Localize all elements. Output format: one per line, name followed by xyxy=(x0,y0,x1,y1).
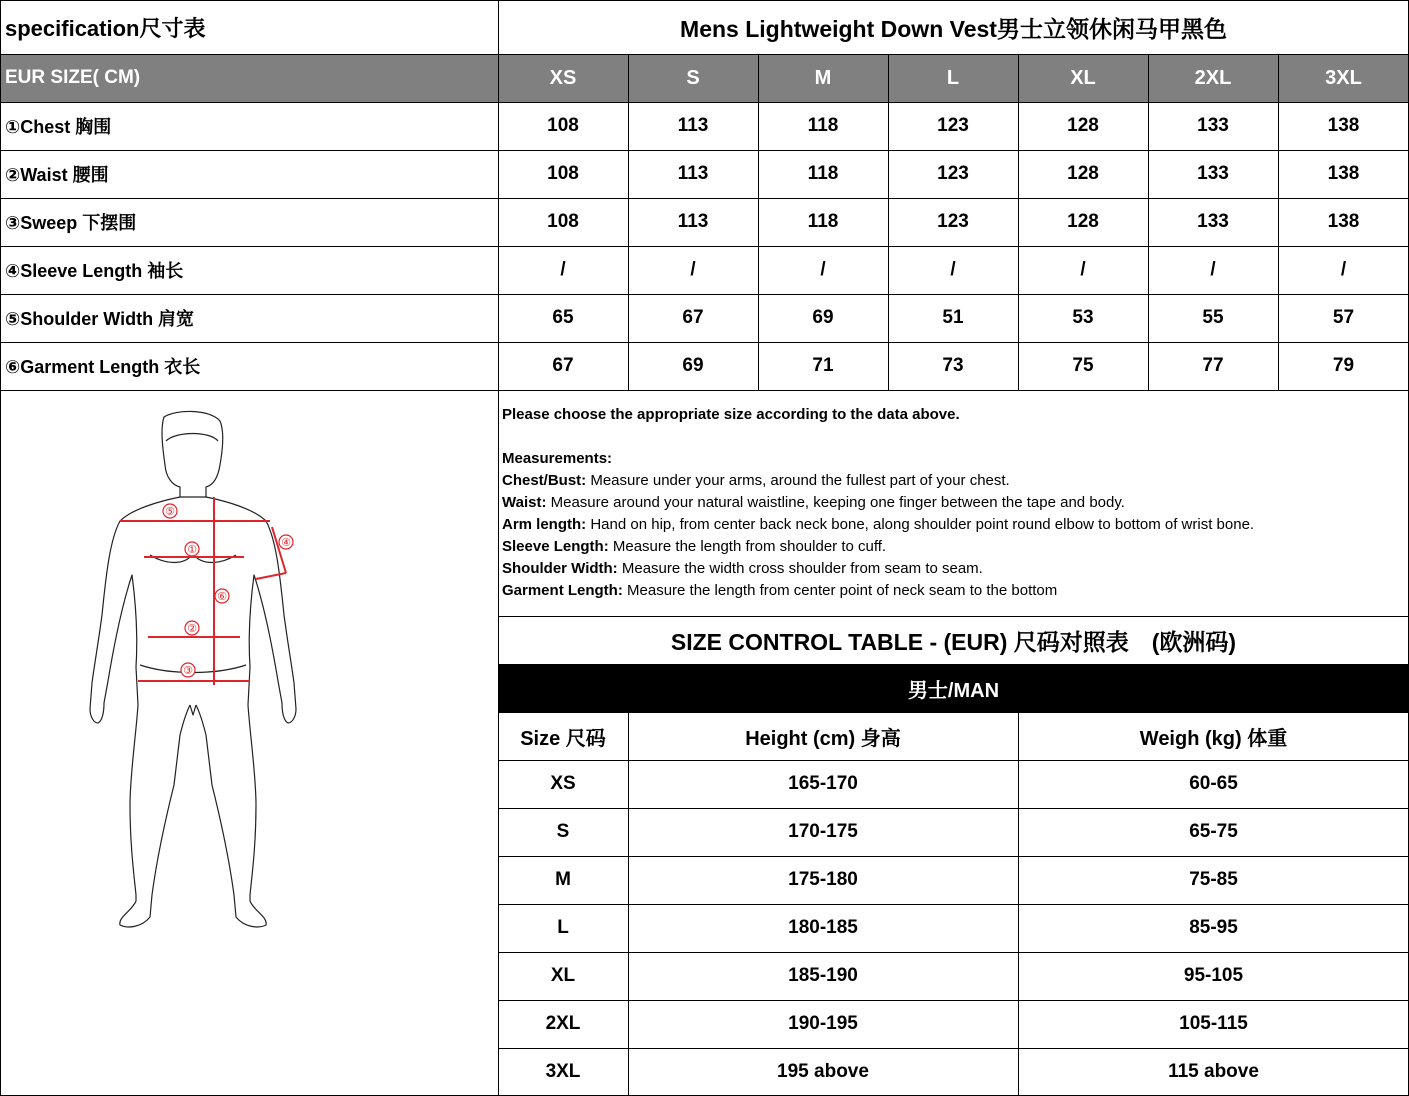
spec-cell: 108 xyxy=(547,115,579,136)
spec-cell: 67 xyxy=(552,355,574,376)
grid-line xyxy=(0,0,1,1096)
grid-line xyxy=(498,856,1409,857)
spec-cell: 73 xyxy=(942,355,964,376)
measurement-notes xyxy=(502,404,1402,602)
spec-cell: 128 xyxy=(1067,211,1099,232)
spec-cell: 55 xyxy=(1202,307,1224,328)
spec-cell: 138 xyxy=(1327,115,1360,136)
grid-line xyxy=(1278,54,1279,390)
spec-cell: / xyxy=(1340,259,1347,280)
spec-cell: 118 xyxy=(807,163,839,184)
control-cell: 180-185 xyxy=(788,917,858,938)
spec-row-label: ②Waist 腰围 xyxy=(5,165,109,185)
control-col-header: Weigh (kg) 体重 xyxy=(1139,727,1288,750)
control-col-header: Size 尺码 xyxy=(520,727,606,750)
spec-cell: 128 xyxy=(1067,163,1099,184)
grid-line xyxy=(0,342,1409,343)
spec-cell: / xyxy=(1210,259,1216,280)
control-cell: XL xyxy=(550,965,576,986)
control-cell: 185-190 xyxy=(788,965,858,986)
spec-header-size: L xyxy=(888,54,1018,102)
spec-cell: 128 xyxy=(1067,115,1099,136)
spec-cell: / xyxy=(690,259,696,280)
grid-line xyxy=(0,102,1409,103)
spec-cell: 57 xyxy=(1332,307,1355,328)
grid-line xyxy=(498,904,1409,905)
spec-cell: 123 xyxy=(937,211,969,232)
notes-heading: Measurements: xyxy=(502,450,613,467)
spec-cell: 118 xyxy=(807,115,839,136)
grid-line xyxy=(1018,54,1019,390)
control-cell: 75-85 xyxy=(1189,869,1238,890)
spec-header-size: 3XL xyxy=(1278,54,1409,102)
spec-cell: 108 xyxy=(547,211,579,232)
note-text: Measure around your natural waistline, keeping one finger between the tape and body. xyxy=(550,494,1125,511)
note-line xyxy=(502,580,1402,602)
marker-sleeve: ④ xyxy=(281,536,291,549)
note-term: Arm length: xyxy=(502,516,587,533)
spec-cell: 123 xyxy=(937,163,969,184)
spec-header-label: EUR SIZE( CM) xyxy=(0,54,498,102)
marker-chest: ① xyxy=(187,543,197,556)
grid-line xyxy=(0,390,1409,391)
spec-cell: 69 xyxy=(682,355,704,376)
product-title: Mens Lightweight Down Vest男士立领休闲马甲黑色 xyxy=(680,15,1227,42)
note-line xyxy=(502,514,1402,536)
spec-cell: 118 xyxy=(807,211,839,232)
spec-row-label: ⑥Garment Length 衣长 xyxy=(5,357,201,377)
note-term: Waist: xyxy=(502,494,547,511)
spec-cell: 133 xyxy=(1197,163,1229,184)
grid-line xyxy=(1148,54,1149,390)
grid-line xyxy=(498,616,1409,617)
spec-cell: 71 xyxy=(812,355,834,376)
spec-cell: / xyxy=(950,259,956,280)
note-text: Measure under your arms, around the fullest part of your chest. xyxy=(590,472,1010,489)
spec-cell: 65 xyxy=(552,307,574,328)
grid-line xyxy=(498,712,1409,713)
grid-line xyxy=(888,54,889,390)
spec-header-size: XS xyxy=(498,54,628,102)
grid-line xyxy=(498,664,1409,665)
note-line xyxy=(502,492,1402,514)
grid-line xyxy=(498,952,1409,953)
control-cell: 115 above xyxy=(1168,1061,1259,1082)
control-cell: S xyxy=(556,821,570,842)
control-cell: 65-75 xyxy=(1189,821,1238,842)
note-text: Measure the width cross shoulder from seam to seam. xyxy=(621,560,983,577)
spec-cell: / xyxy=(1080,259,1086,280)
control-cell: 105-115 xyxy=(1179,1013,1248,1034)
spec-cell: / xyxy=(560,259,566,280)
grid-line xyxy=(628,54,629,390)
grid-line xyxy=(498,1000,1409,1001)
grid-line xyxy=(758,54,759,390)
grid-line xyxy=(628,712,629,1096)
note-term: Shoulder Width: xyxy=(502,560,618,577)
marker-length: ⑥ xyxy=(217,590,227,603)
note-term: Chest/Bust: xyxy=(502,472,587,489)
spec-cell: 75 xyxy=(1072,355,1094,376)
spec-cell: 133 xyxy=(1197,115,1229,136)
control-cell: 85-95 xyxy=(1189,917,1238,938)
spec-cell: 138 xyxy=(1327,211,1360,232)
grid-line xyxy=(0,0,1409,1)
grid-line xyxy=(498,0,499,1096)
spec-cell: 138 xyxy=(1327,163,1360,184)
note-term: Garment Length: xyxy=(502,582,623,599)
grid-line xyxy=(0,246,1409,247)
control-cell: L xyxy=(557,917,569,938)
control-col-header: Height (cm) 身高 xyxy=(745,727,901,750)
control-cell: 195 above xyxy=(777,1061,869,1082)
marker-shoulder: ⑤ xyxy=(165,505,175,518)
body-outline xyxy=(80,405,330,935)
control-cell: 175-180 xyxy=(788,869,858,890)
spec-cell: / xyxy=(820,259,826,280)
grid-line xyxy=(498,808,1409,809)
spec-row-label: ⑤Shoulder Width 肩宽 xyxy=(5,309,195,329)
control-cell: 60-65 xyxy=(1189,773,1238,794)
control-cell: 165-170 xyxy=(788,773,858,794)
marker-sweep: ③ xyxy=(183,664,193,677)
grid-line xyxy=(0,294,1409,295)
control-cell: 95-105 xyxy=(1183,965,1244,986)
body-figure xyxy=(80,405,330,940)
notes-intro: Please choose the appropriate size according to the data above. xyxy=(502,406,960,423)
grid-line xyxy=(1018,712,1019,1096)
note-text: Measure the length from shoulder to cuff. xyxy=(612,538,887,555)
note-term: Sleeve Length: xyxy=(502,538,609,555)
spec-cell: 113 xyxy=(677,211,709,232)
grid-line xyxy=(0,150,1409,151)
spec-row-label: ④Sleeve Length 袖长 xyxy=(5,261,184,281)
grid-line xyxy=(0,54,1409,55)
spec-header-size: M xyxy=(758,54,888,102)
note-text: Measure the length from center point of neck seam to the bottom xyxy=(627,582,1058,599)
grid-line xyxy=(498,1048,1409,1049)
spec-cell: 69 xyxy=(812,307,834,328)
spec-header-size: XL xyxy=(1018,54,1148,102)
spec-row-label: ①Chest 胸围 xyxy=(5,117,112,137)
spec-header-size: 2XL xyxy=(1148,54,1278,102)
spec-cell: 113 xyxy=(677,115,709,136)
marker-waist: ② xyxy=(187,622,197,635)
spec-cell: 53 xyxy=(1072,307,1094,328)
spec-cell: 79 xyxy=(1332,355,1355,376)
spec-cell: 123 xyxy=(937,115,969,136)
control-cell: 3XL xyxy=(545,1061,581,1082)
spec-cell: 113 xyxy=(677,163,709,184)
note-line xyxy=(502,558,1402,580)
control-cell: M xyxy=(555,869,571,890)
spec-cell: 108 xyxy=(547,163,579,184)
note-line xyxy=(502,470,1402,492)
grid-line xyxy=(0,198,1409,199)
control-cell: 170-175 xyxy=(788,821,858,842)
spec-row-label: ③Sweep 下摆围 xyxy=(5,213,137,233)
grid-line xyxy=(498,760,1409,761)
control-cell: 190-195 xyxy=(788,1013,858,1034)
note-text: Hand on hip, from center back neck bone, along shoulder point round elbow to bottom of wrist bone. xyxy=(590,516,1255,533)
note-line xyxy=(502,536,1402,558)
spec-cell: 77 xyxy=(1202,355,1224,376)
control-table-title: SIZE CONTROL TABLE - (EUR) 尺码对照表 (欧洲码) xyxy=(670,628,1237,655)
gender-band: 男士/MAN xyxy=(498,664,1409,712)
spec-title: specification尺寸表 xyxy=(5,15,206,41)
control-cell: XS xyxy=(550,773,576,794)
spec-cell: 67 xyxy=(682,307,704,328)
control-cell: 2XL xyxy=(545,1013,581,1034)
spec-cell: 51 xyxy=(942,307,964,328)
spec-header-size: S xyxy=(628,54,758,102)
spec-cell: 133 xyxy=(1197,211,1229,232)
